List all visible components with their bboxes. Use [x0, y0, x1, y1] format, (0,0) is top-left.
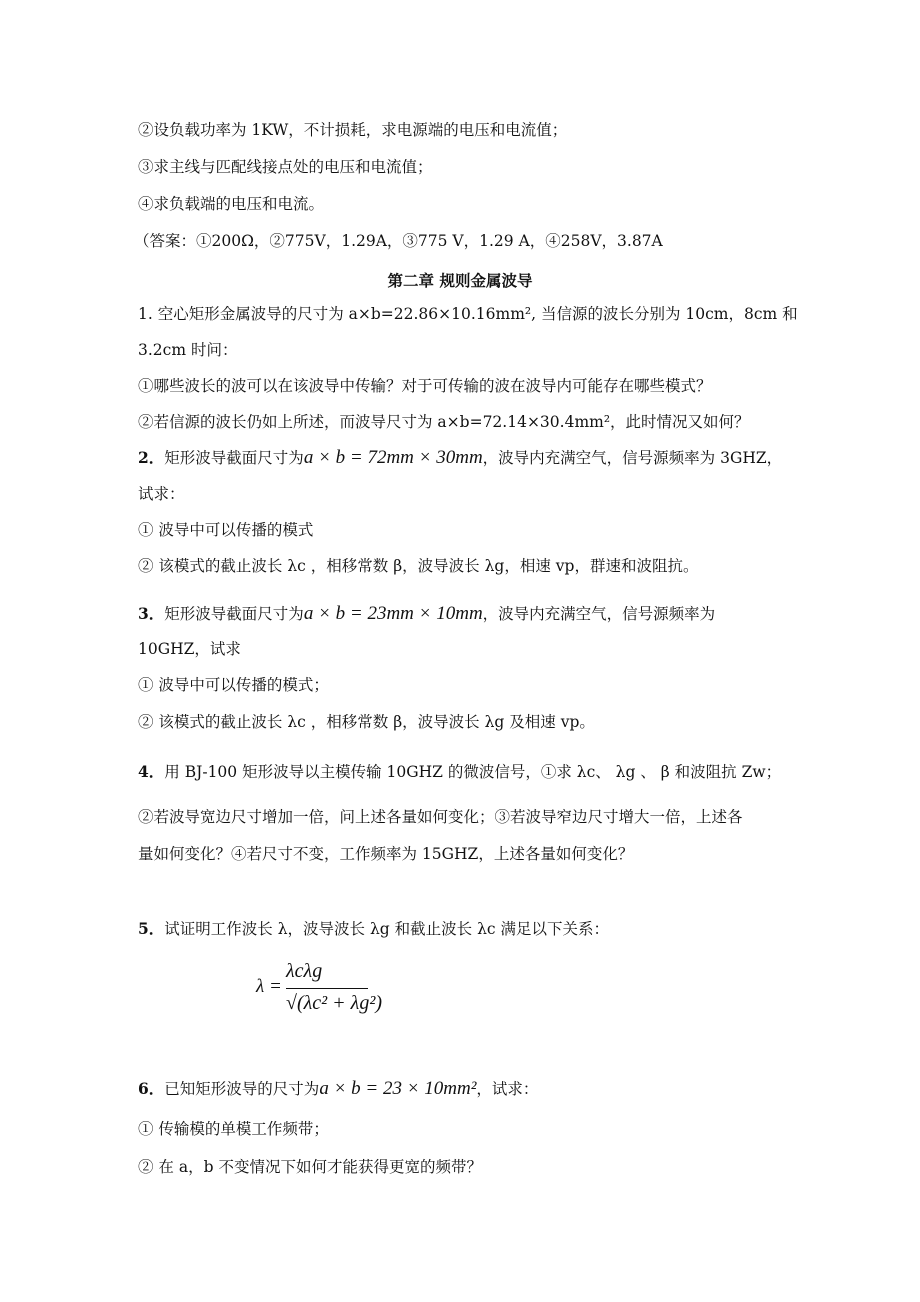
- formula-denominator: √(λc² + λg²): [286, 992, 382, 1014]
- chapter-title: 第二章 规则金属波导: [387, 271, 533, 290]
- question-4-line: [138, 763, 781, 782]
- text-span: 用 BJ-100 矩形波导以主模传输 10GHZ 的微波信号，①求 λc、 λg 、 β 和波阻抗 Zw；: [164, 763, 782, 781]
- question-number: 5．: [138, 919, 165, 938]
- question-4-line: 量如何变化？④若尺寸不变，工作频率为 15GHZ，上述各量如何变化？: [138, 845, 634, 863]
- question-number: 4．: [138, 762, 165, 781]
- text-span: ，波导内充满空气，信号源频率为 3GHZ，: [482, 449, 783, 467]
- question-3-line: 10GHZ，试求: [138, 640, 241, 658]
- question-2-line: ② 该模式的截止波长 λc ，相移常数 β，波导波长 λg，相速 vp，群速和波阻抗。: [138, 557, 699, 575]
- text-line: ④求负载端的电压和电流。: [138, 195, 325, 213]
- text-span: 矩形波导截面尺寸为: [164, 449, 304, 467]
- answer-line: （答案：①200Ω，②775V，1.29A，③775 V，1.29 A，④258V，3.87A: [134, 232, 663, 250]
- question-1-line: 1. 空心矩形金属波导的尺寸为 a×b=22.86×10.16mm², 当信源的波长分别为 10cm，8cm 和: [138, 305, 798, 323]
- question-3-line: ② 该模式的截止波长 λc ，相移常数 β，波导波长 λg 及相速 vp。: [138, 713, 595, 731]
- question-6-line: ① 传输模的单模工作频带；: [138, 1120, 329, 1138]
- question-2-line: ① 波导中可以传播的模式: [138, 521, 314, 539]
- question-6-line: [138, 1078, 538, 1101]
- fraction-bar: [286, 988, 368, 989]
- question-6-line: ② 在 a，b 不变情况下如何才能获得更宽的频带？: [138, 1158, 482, 1176]
- question-3-line: ① 波导中可以传播的模式；: [138, 676, 329, 694]
- question-number: 6．: [138, 1079, 165, 1098]
- question-5-line: [138, 920, 609, 939]
- question-1-line: 3.2cm 时问：: [138, 341, 238, 359]
- question-2-line: 试求：: [138, 485, 185, 503]
- question-3-line: [138, 603, 715, 626]
- question-1-line: ①哪些波长的波可以在该波导中传输？对于可传输的波在波导内可能存在哪些模式？: [138, 377, 712, 395]
- question-number: 2．: [138, 448, 165, 467]
- text-line: ②设负载功率为 1KW，不计损耗，求电源端的电压和电流值；: [138, 121, 568, 139]
- text-span: 已知矩形波导的尺寸为: [164, 1080, 320, 1098]
- text-span: ，波导内充满空气，信号源频率为: [482, 605, 716, 623]
- wavelength-formula: [256, 960, 386, 1030]
- math-expression: a × b = 23 × 10mm²: [319, 1078, 477, 1099]
- text-line: ③求主线与匹配线接点处的电压和电流值；: [138, 158, 433, 176]
- formula-lhs: λ =: [256, 976, 282, 997]
- question-2-line: [138, 447, 782, 470]
- math-expression: a × b = 72mm × 30mm: [303, 447, 483, 468]
- math-expression: a × b = 23mm × 10mm: [303, 603, 483, 624]
- text-span: 试证明工作波长 λ，波导波长 λg 和截止波长 λc 满足以下关系：: [164, 920, 610, 938]
- formula-numerator: λcλg: [286, 960, 323, 982]
- text-span: 矩形波导截面尺寸为: [164, 605, 304, 623]
- question-number: 3．: [138, 604, 165, 623]
- text-span: ，试求：: [476, 1080, 539, 1098]
- question-1-line: ②若信源的波长仍如上所述，而波导尺寸为 a×b=72.14×30.4mm²，此时情况又如何？: [138, 413, 750, 431]
- question-4-line: ②若波导宽边尺寸增加一倍，问上述各量如何变化；③若波导窄边尺寸增大一倍，上述各: [138, 808, 743, 826]
